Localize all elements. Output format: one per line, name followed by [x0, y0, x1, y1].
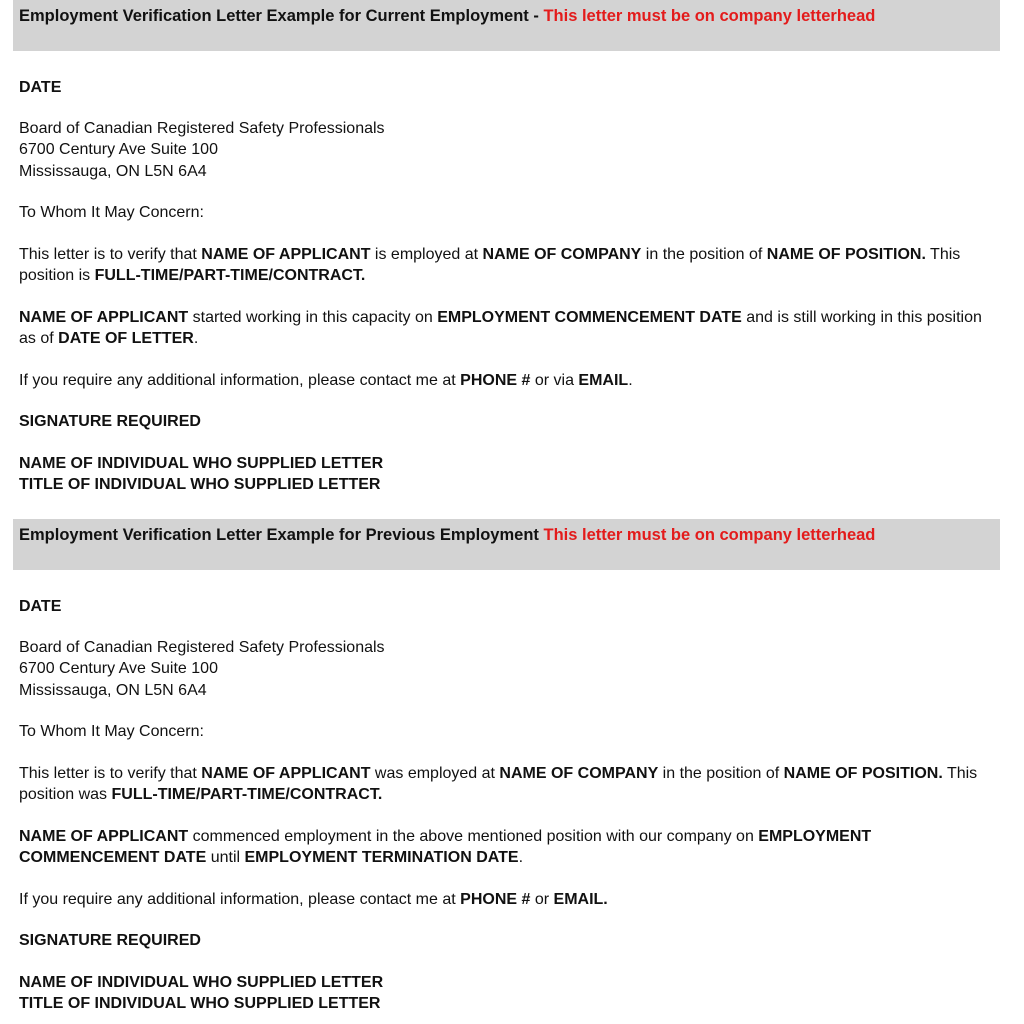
address-line: Board of Canadian Registered Safety Professionals — [19, 638, 385, 656]
text: This position is — [19, 245, 961, 284]
signatory — [19, 972, 994, 1015]
signatory-name: NAME OF INDIVIDUAL WHO SUPPLIED LETTER — [19, 973, 384, 991]
placeholder-applicant: NAME OF APPLICANT — [19, 827, 189, 845]
placeholder-position: NAME OF POSITION. — [766, 245, 926, 263]
placeholder-commencement-date: EMPLOYMENT COMMENCEMENT DATE — [19, 827, 872, 866]
signature-placeholder: SIGNATURE REQUIRED — [19, 932, 201, 949]
address-line: 6700 Century Ave Suite 100 — [19, 660, 218, 677]
signatory — [19, 453, 994, 496]
text: This letter is to verify that — [19, 245, 202, 263]
banner-note: This letter must be on company letterhead — [543, 7, 876, 25]
paragraph-contact — [19, 889, 994, 911]
placeholder-position: NAME OF POSITION. — [783, 764, 943, 782]
text: in the position of — [641, 245, 767, 263]
signature-placeholder: SIGNATURE REQUIRED — [19, 413, 201, 430]
text: . — [193, 330, 199, 347]
text: is employed at — [370, 245, 483, 263]
address-line: Board of Canadian Registered Safety Professionals — [19, 119, 385, 137]
placeholder-employment-type: FULL-TIME/PART-TIME/CONTRACT. — [111, 786, 383, 803]
text: If you require any additional information, please contact me at — [19, 371, 461, 389]
paragraph-dates — [19, 307, 994, 350]
placeholder-applicant: NAME OF APPLICANT — [19, 308, 189, 326]
date-placeholder: DATE — [19, 598, 62, 615]
address-line: Mississauga, ON L5N 6A4 — [19, 162, 207, 180]
paragraph-dates — [19, 826, 994, 869]
placeholder-email: EMAIL. — [553, 890, 608, 908]
text: . — [518, 849, 524, 866]
banner-title: Employment Verification Letter Example for Current Employment - — [19, 7, 544, 25]
placeholder-phone: PHONE # — [460, 371, 531, 389]
placeholder-letter-date: DATE OF LETTER — [58, 330, 194, 347]
text: This letter is to verify that — [19, 764, 202, 782]
letter-previous-employment — [0, 519, 1024, 1015]
placeholder-company: NAME OF COMPANY — [482, 245, 642, 263]
text: This position was — [19, 764, 978, 803]
address-line: 6700 Century Ave Suite 100 — [19, 141, 218, 158]
greeting: To Whom It May Concern: — [19, 723, 204, 740]
paragraph-verification — [19, 244, 994, 287]
section-banner — [13, 519, 1000, 570]
signatory-title: TITLE OF INDIVIDUAL WHO SUPPLIED LETTER — [19, 476, 381, 493]
text: started working in this capacity on — [188, 308, 438, 326]
placeholder-commencement-date: EMPLOYMENT COMMENCEMENT DATE — [437, 308, 742, 326]
placeholder-company: NAME OF COMPANY — [499, 764, 659, 782]
placeholder-email: EMAIL — [578, 371, 629, 389]
text: and is still working in this position as of — [19, 308, 982, 347]
text: in the position of — [658, 764, 784, 782]
placeholder-phone: PHONE # — [460, 890, 531, 908]
text: until — [206, 849, 245, 866]
letter-body — [0, 596, 1024, 1015]
text: or via — [530, 371, 579, 389]
text: was employed at — [370, 764, 500, 782]
text: . — [628, 371, 633, 389]
recipient-address — [19, 118, 994, 183]
letter-current-employment — [0, 0, 1024, 496]
banner-title: Employment Verification Letter Example for Previous Employment — [19, 526, 544, 544]
recipient-address — [19, 637, 994, 702]
section-banner — [13, 0, 1000, 51]
signatory-name: NAME OF INDIVIDUAL WHO SUPPLIED LETTER — [19, 454, 384, 472]
placeholder-applicant: NAME OF APPLICANT — [201, 764, 371, 782]
signatory-title: TITLE OF INDIVIDUAL WHO SUPPLIED LETTER — [19, 995, 381, 1012]
date-placeholder: DATE — [19, 79, 62, 96]
banner-note: This letter must be on company letterhead — [543, 526, 876, 544]
placeholder-employment-type: FULL-TIME/PART-TIME/CONTRACT. — [94, 267, 366, 284]
text: or — [530, 890, 554, 908]
placeholder-termination-date: EMPLOYMENT TERMINATION DATE — [244, 849, 519, 866]
letter-body — [0, 77, 1024, 496]
paragraph-verification — [19, 763, 994, 806]
paragraph-contact — [19, 370, 994, 392]
address-line: Mississauga, ON L5N 6A4 — [19, 681, 207, 699]
greeting: To Whom It May Concern: — [19, 204, 204, 221]
placeholder-applicant: NAME OF APPLICANT — [201, 245, 371, 263]
text: If you require any additional information, please contact me at — [19, 890, 461, 908]
text: commenced employment in the above mentioned position with our company on — [188, 827, 759, 845]
